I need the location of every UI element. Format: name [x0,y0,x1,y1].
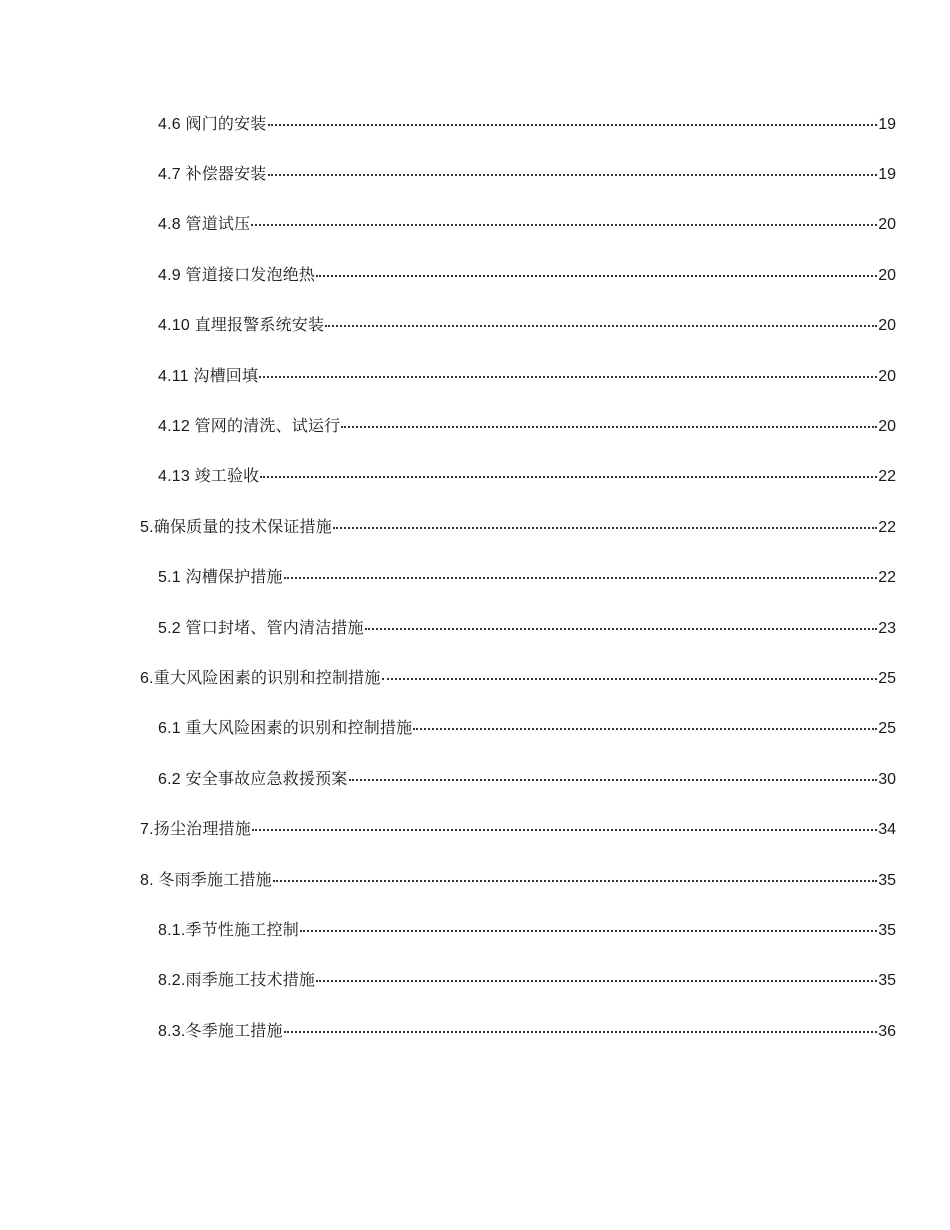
toc-entry-page: 22 [878,569,896,586]
toc-entry-page: 36 [878,1023,896,1040]
toc-entry-title: 4.12 管网的清洗、试运行 [158,418,341,435]
toc-entry-title: 6.重大风险困素的识别和控制措施 [140,670,381,687]
toc-entry-title: 4.8 管道试压 [158,216,251,233]
toc-entry[interactable] [158,412,896,442]
toc-entry[interactable] [158,966,896,996]
toc-dot-leader [316,275,877,277]
toc-entry-title: 5.确保质量的技术保证措施 [140,519,332,536]
toc-entry-title: 4.10 直埋报警系统安装 [158,317,325,334]
toc-entry-page: 22 [878,468,896,485]
toc-dot-leader [325,325,877,327]
toc-dot-leader [268,124,878,126]
toc-entry-title: 8.1.季节性施工控制 [158,922,299,939]
toc-entry-page: 35 [878,922,896,939]
toc-entry-title: 6.1 重大风险困素的识别和控制措施 [158,720,413,737]
toc-entry[interactable] [158,765,896,795]
toc-dot-leader [316,980,877,982]
toc-entry-page: 22 [878,519,896,536]
toc-entry[interactable] [158,714,896,744]
toc-entry-title: 4.9 管道接口发泡绝热 [158,267,316,284]
toc-dot-leader [251,224,877,226]
toc-entry[interactable] [158,916,896,946]
toc-entry-title: 4.11 沟槽回填 [158,368,259,385]
toc-entry-title: 6.2 安全事故应急救援预案 [158,771,348,788]
toc-entry-page: 30 [878,771,896,788]
toc-entry-page: 19 [878,166,896,183]
toc-entry[interactable] [140,513,896,543]
toc-entry-page: 20 [878,368,896,385]
toc-entry[interactable] [158,462,896,492]
toc-entry-page: 19 [878,116,896,133]
toc-entry-title: 7.扬尘治理措施 [140,821,251,838]
toc-dot-leader [382,678,878,680]
toc-entry-page: 25 [878,670,896,687]
toc-entry-title: 8.2.雨季施工技术措施 [158,972,316,989]
toc-entry-title: 4.13 竣工验收 [158,468,260,485]
toc-entry-page: 34 [878,821,896,838]
toc-entry[interactable] [158,311,896,341]
toc-dot-leader [341,426,877,428]
toc-entry-page: 25 [878,720,896,737]
toc-entry-title: 4.7 补偿器安装 [158,166,267,183]
toc-entry-page: 23 [878,620,896,637]
toc-entry[interactable] [158,1017,896,1047]
toc-entry[interactable] [158,160,896,190]
toc-dot-leader [300,930,877,932]
toc-entry[interactable] [140,815,896,845]
toc-entry[interactable] [158,210,896,240]
toc-dot-leader [252,829,877,831]
toc-entry[interactable] [158,110,896,140]
toc-entry-title: 5.1 沟槽保护措施 [158,569,283,586]
toc-dot-leader [259,376,877,378]
toc-dot-leader [260,476,877,478]
toc-entry[interactable] [140,664,896,694]
toc-dot-leader [284,577,878,579]
toc-dot-leader [268,174,878,176]
toc-dot-leader [365,628,878,630]
toc-entry-title: 4.6 阀门的安装 [158,116,267,133]
toc-dot-leader [284,1031,878,1033]
toc-dot-leader [273,880,877,882]
toc-entry-title: 5.2 管口封堵、管内清洁措施 [158,620,364,637]
toc-entry-title: 8. 冬雨季施工措施 [140,872,272,889]
toc-entry-title: 8.3.冬季施工措施 [158,1023,283,1040]
toc-dot-leader [333,527,877,529]
toc-entry-page: 20 [878,317,896,334]
toc-entry-page: 35 [878,972,896,989]
toc-entry[interactable] [158,563,896,593]
toc-entry[interactable] [158,261,896,291]
toc-dot-leader [349,779,878,781]
toc-entry-page: 20 [878,267,896,284]
toc-entry-page: 20 [878,418,896,435]
toc-entry[interactable] [158,362,896,392]
toc-entry[interactable] [140,866,896,896]
toc-entry-page: 35 [878,872,896,889]
toc-entry-page: 20 [878,216,896,233]
toc-dot-leader [413,728,877,730]
toc-entry[interactable] [158,614,896,644]
